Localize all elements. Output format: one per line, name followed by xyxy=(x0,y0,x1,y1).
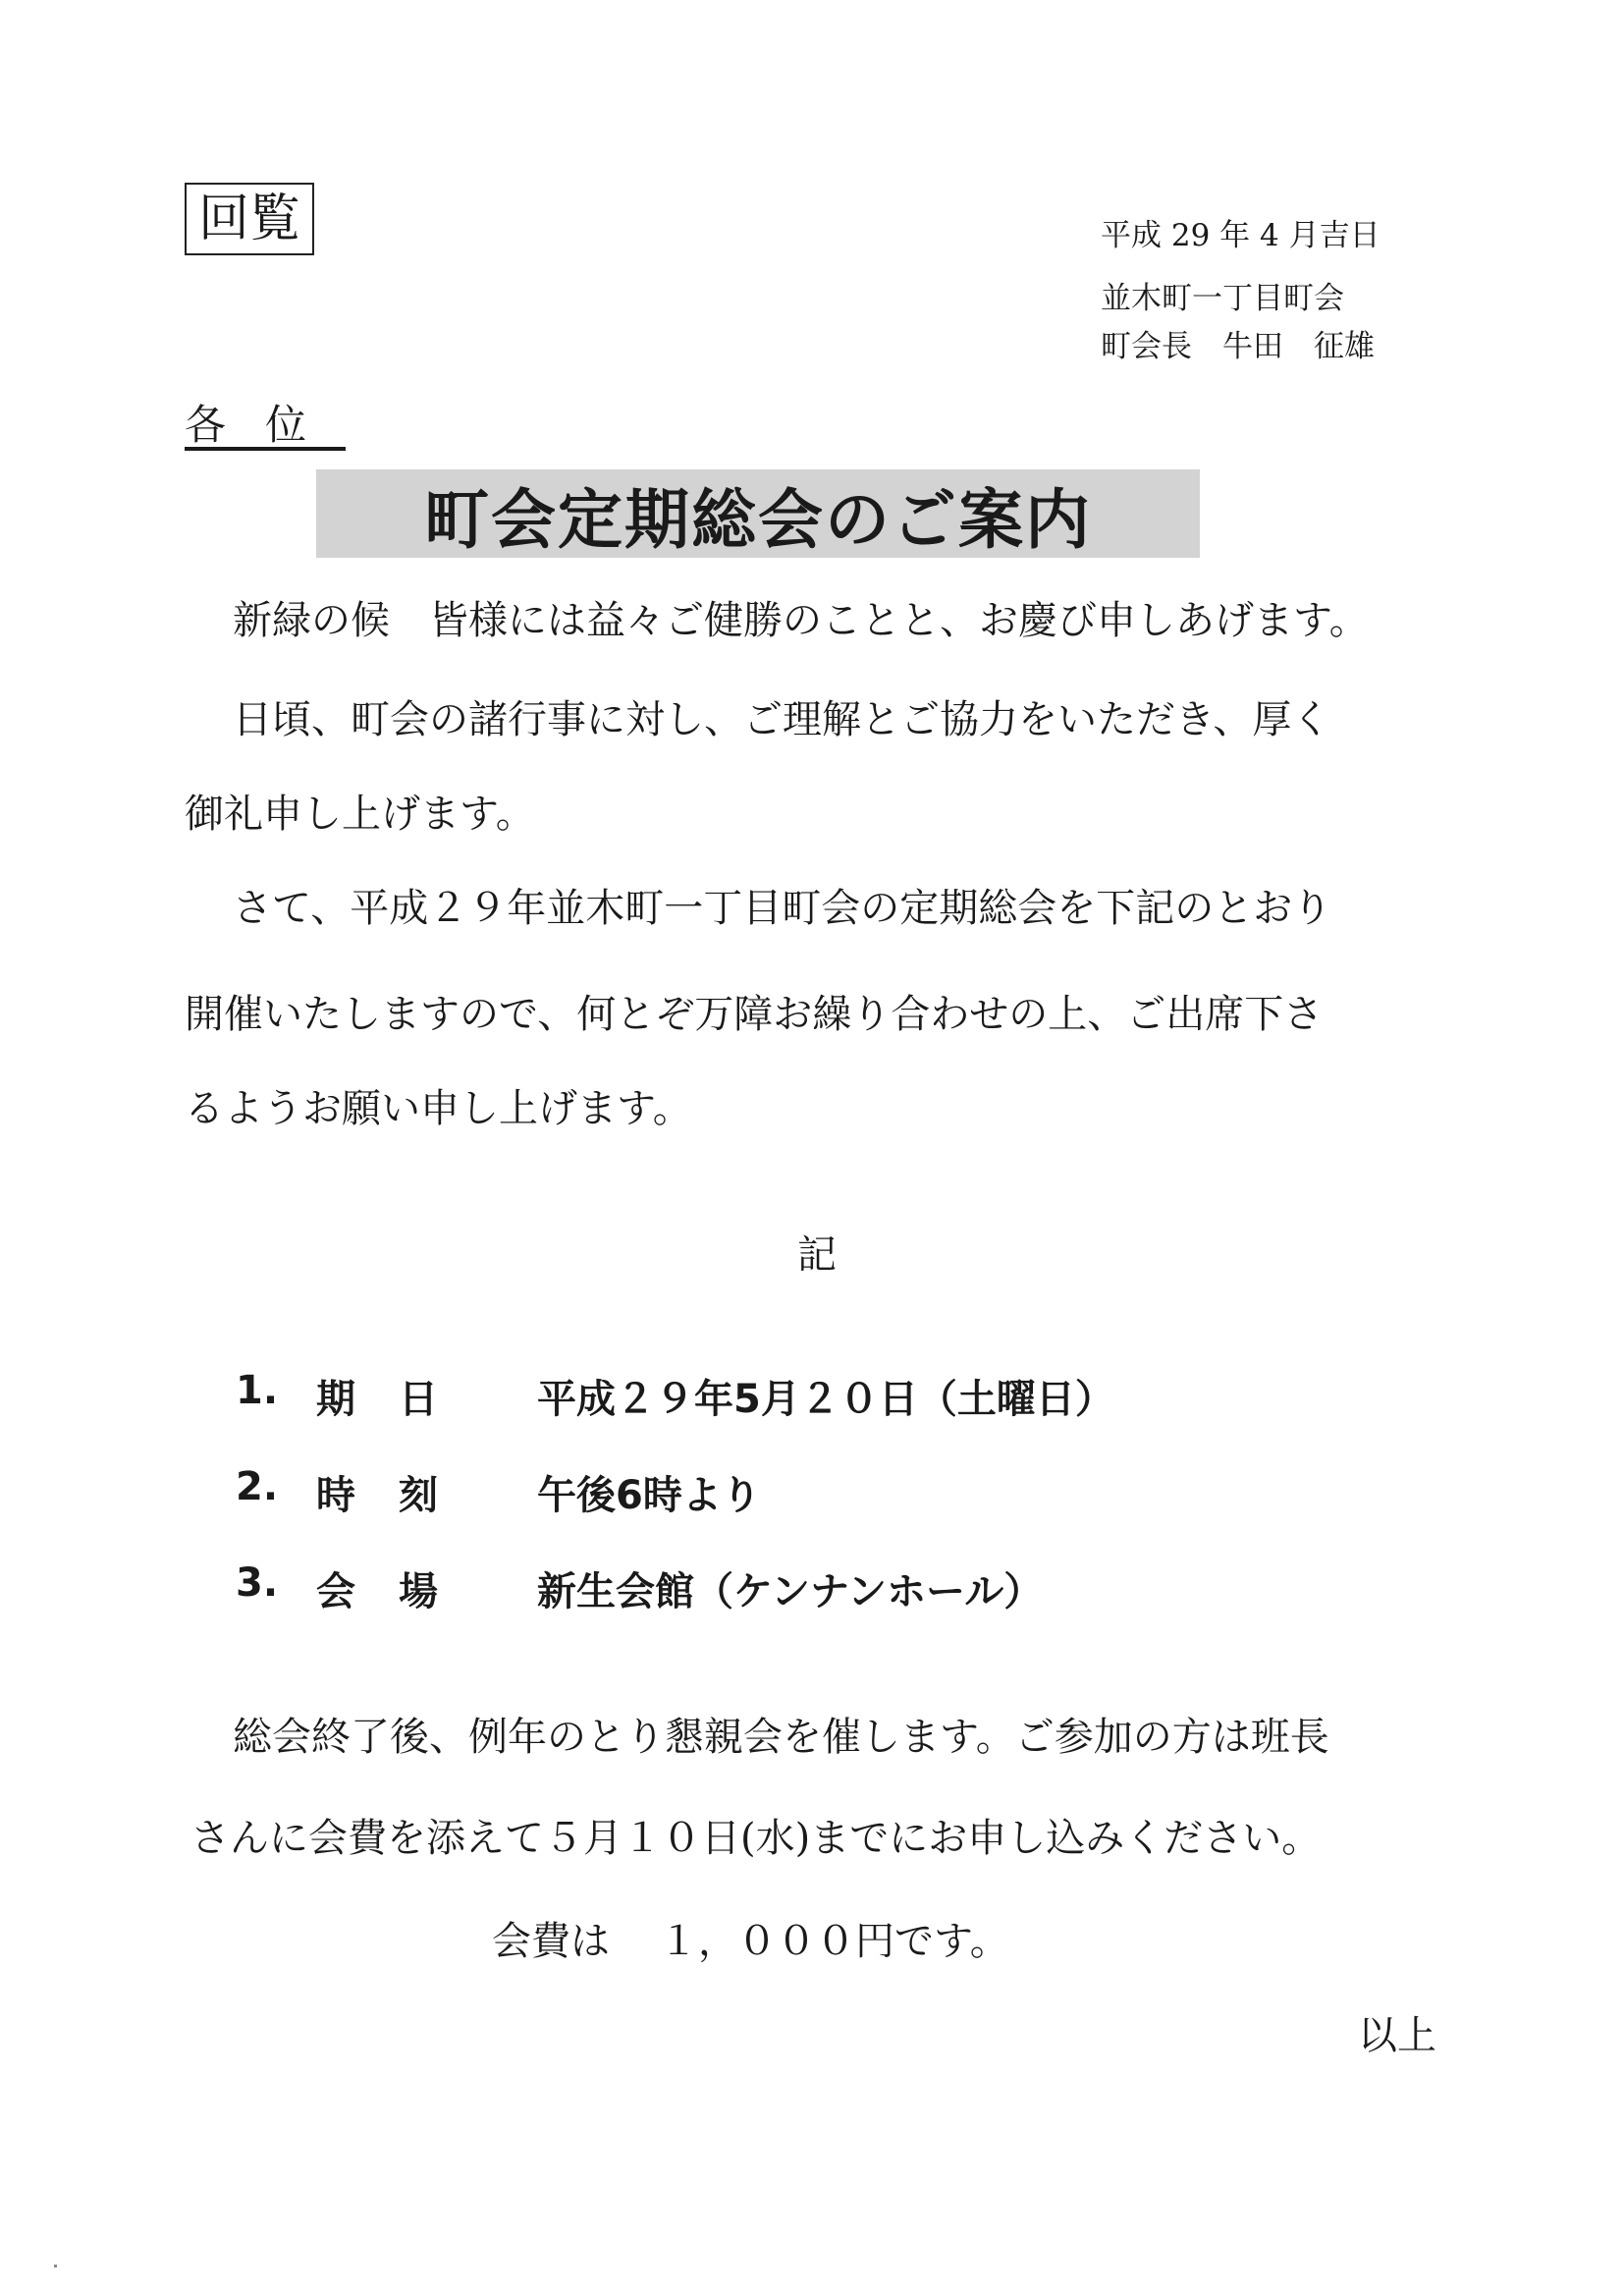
thanks-paragraph-line1: 日頃、町会の諸行事に対し、ご理解とご協力をいただき、厚く xyxy=(233,697,1331,742)
item-label-date: 期日 xyxy=(316,1377,481,1422)
item-number: 2. xyxy=(236,1464,279,1509)
greeting-paragraph: 新緑の候 皆様には益々ご健勝のことと、お慶び申しあげます。 xyxy=(233,598,1369,643)
organization-name: 並木町一丁目町会 xyxy=(1101,281,1344,316)
fee-amount: １，０００円です。 xyxy=(659,1919,1009,1964)
item-number: 3. xyxy=(236,1560,279,1606)
president-name: 町会長 牛田 征雄 xyxy=(1101,329,1375,364)
social-notice-line2: さんに会費を添えて５月１０日(水)までにお申し込みください。 xyxy=(190,1816,1322,1861)
item-number: 1. xyxy=(236,1368,279,1413)
fee-prefix: 会費は xyxy=(492,1919,610,1964)
closing-mark: 以上 xyxy=(1358,2013,1436,2058)
recipient-heading: 各位 xyxy=(185,401,347,449)
fee-line xyxy=(492,1910,1009,1966)
item-value-venue: 新生会館（ケンナンホール） xyxy=(537,1569,1044,1614)
ki-heading: 記 xyxy=(797,1232,837,1278)
document-title: 町会定期総会のご案内 xyxy=(424,481,1092,558)
item-label-venue: 会場 xyxy=(316,1569,481,1614)
announcement-line1: さて、平成２９年並木町一丁目町会の定期総会を下記のとおり xyxy=(233,886,1332,931)
issue-date: 平成 29 年 4 月吉日 xyxy=(1101,218,1380,253)
announcement-line3: るようお願い申し上げます。 xyxy=(185,1086,692,1131)
circular-stamp: 回覧 xyxy=(185,183,314,255)
announcement-line2: 開催いたしますので、何とぞ万障お繰り合わせの上、ご出席下さ xyxy=(185,992,1324,1037)
item-value-time: 午後6時より xyxy=(537,1473,761,1518)
title-band xyxy=(316,469,1200,558)
scan-speck xyxy=(54,2265,57,2268)
item-value-date: 平成２９年5月２０日（土曜日） xyxy=(537,1377,1114,1422)
item-label-time: 時刻 xyxy=(316,1473,481,1518)
social-notice-line1: 総会終了後、例年のとり懇親会を催します。ご参加の方は班長 xyxy=(233,1715,1329,1760)
thanks-paragraph-line2: 御礼申し上げます。 xyxy=(185,792,535,837)
